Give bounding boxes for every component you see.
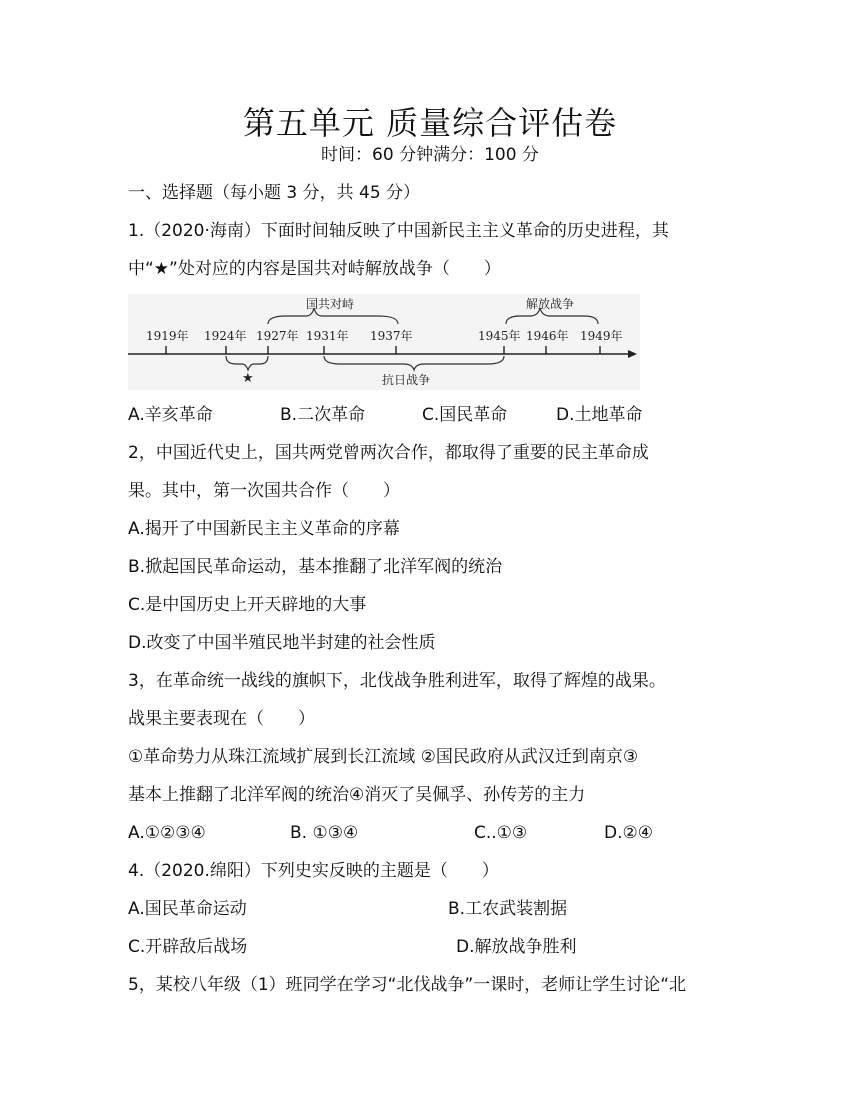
question-1-line-1: 1.（2020·海南）下面时间轴反映了中国新民主主义革命的历史进程，其 [128,221,669,241]
q1-option-c: C.国民革命 [422,405,508,425]
question-1-line-2: 中“★”处对应的内容是国共对峙解放战争（ ） [128,259,501,279]
section-heading: 一、选择题（每小题 3 分，共 45 分） [128,183,421,203]
question-3-line-1: 3，在革命统一战线的旗帜下，北伐战争胜利进军，取得了辉煌的战果。 [128,671,666,691]
q4-option-b: B.工农武装割据 [448,899,568,919]
q4-option-c: C.开辟敌后战场 [128,937,248,957]
q3-option-c: C..①③ [474,823,528,843]
label-liberation: 解放战争 [526,297,575,311]
q3-option-d: D.②④ [604,823,653,843]
q1-option-b: B.二次革命 [280,405,366,425]
q2-option-c: C.是中国历史上开天辟地的大事 [128,595,367,615]
q1-option-a: A.辛亥革命 [128,405,213,425]
q2-option-a: A.揭开了中国新民主主义革命的序幕 [128,519,400,539]
question-5-line-1: 5，某校八年级（1）班同学在学习“北伐战争”一课时，老师让学生讨论“北 [128,975,687,995]
exam-time-score: 时间：60 分钟满分：100 分 [321,145,539,165]
question-2-line-2: 果。其中，第一次国共合作（ ） [128,481,400,501]
year-1931: 1931年 [306,329,349,343]
label-resistance: 抗日战争 [382,373,431,387]
q2-option-b: B.掀起国民革命运动，基本推翻了北洋军阀的统治 [128,557,503,577]
label-confrontation: 国共对峙 [306,297,355,311]
year-1937: 1937年 [370,329,413,343]
q3-option-a: A.①②③④ [128,823,206,843]
q4-option-d: D.解放战争胜利 [456,937,577,957]
year-1927: 1927年 [256,329,299,343]
question-2-line-1: 2，中国近代史上，国共两党曾两次合作，都取得了重要的民主革命成 [128,443,649,463]
question-3-line-4: 基本上推翻了北洋军阀的统治④消灭了吴佩孚、孙传芳的主力 [128,785,586,805]
timeline-svg [128,294,640,390]
q4-option-a: A.国民革命运动 [128,899,247,919]
year-1945: 1945年 [478,329,521,343]
question-3-line-3: ①革命势力从珠江流域扩展到长江流域 ②国民政府从武汉迁到南京③ [128,747,639,767]
star-icon: ★ [242,371,254,386]
year-1949: 1949年 [580,329,623,343]
q1-option-d: D.土地革命 [556,405,643,425]
q2-option-d: D.改变了中国半殖民地半封建的社会性质 [128,633,436,653]
year-1924: 1924年 [204,329,247,343]
year-1919: 1919年 [146,329,189,343]
question-4-line-1: 4.（2020.绵阳）下列史实反映的主题是（ ） [128,861,499,881]
question-3-line-2: 战果主要表现在（ ） [128,709,315,729]
year-1946: 1946年 [526,329,569,343]
q3-option-b: B. ①③④ [290,823,359,843]
page-title: 第五单元 质量综合评估卷 [242,104,618,142]
timeline-figure [128,294,640,390]
